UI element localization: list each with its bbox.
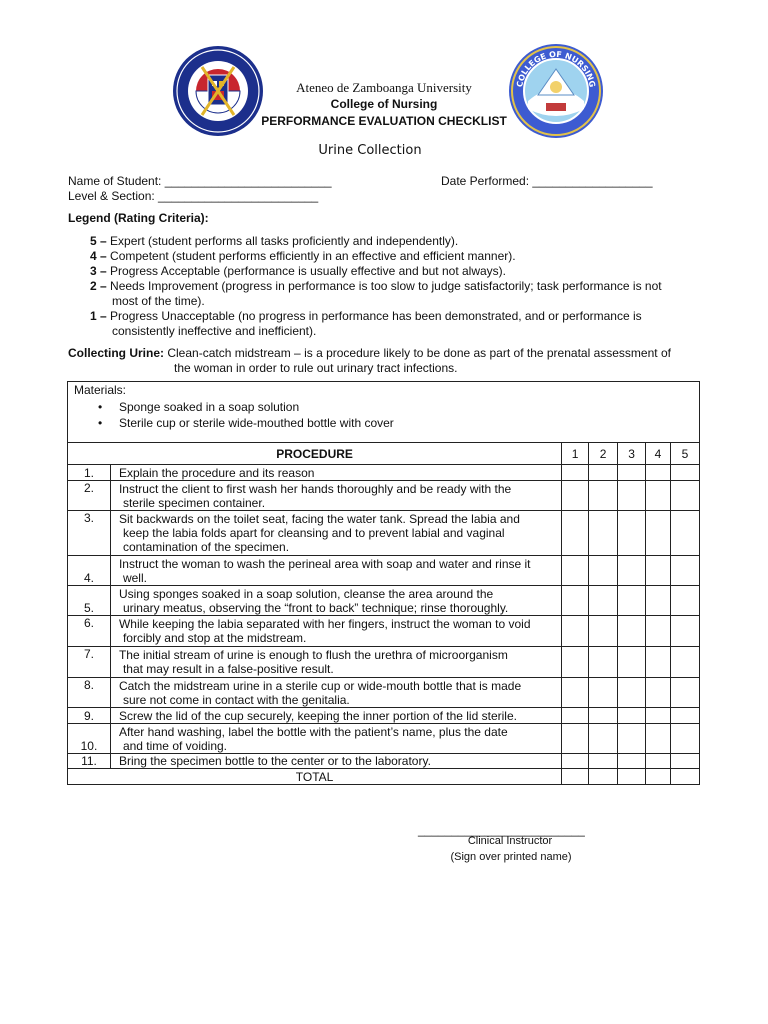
procedure-title: Urine Collection — [318, 143, 422, 158]
date-performed-field[interactable]: Date Performed: __________________ — [441, 174, 653, 188]
material-item: • Sponge soaked in a soap solution — [74, 399, 693, 415]
rating-cell[interactable] — [618, 481, 646, 511]
materials-cell — [68, 382, 700, 443]
rating-header-3: 3 — [618, 443, 646, 465]
rating-cell[interactable] — [670, 481, 699, 511]
rating-cell[interactable] — [562, 678, 589, 708]
seal-text: COLLEGE OF NURSING — [515, 49, 597, 88]
rating-cell[interactable] — [646, 511, 671, 556]
rating-cell[interactable] — [646, 481, 671, 511]
step-number: 4. — [68, 556, 111, 586]
rating-cell[interactable] — [562, 708, 589, 724]
table-row — [68, 465, 700, 481]
rating-cell[interactable] — [618, 708, 646, 724]
rating-cell[interactable] — [589, 481, 618, 511]
rating-cell[interactable] — [618, 616, 646, 647]
rating-cell[interactable] — [589, 616, 618, 647]
college-name: College of Nursing — [330, 97, 438, 111]
rating-cell[interactable] — [589, 647, 618, 678]
rating-header-2: 2 — [589, 443, 618, 465]
rating-cell[interactable] — [646, 678, 671, 708]
rating-cell[interactable] — [589, 511, 618, 556]
total-cell[interactable] — [618, 769, 646, 785]
rating-cell[interactable] — [646, 556, 671, 586]
level-section-field[interactable]: Level & Section: ________________________ — [68, 189, 319, 203]
clinical-instructor-label: Clinical Instructor — [467, 835, 553, 847]
rating-cell[interactable] — [589, 556, 618, 586]
total-cell[interactable] — [670, 769, 699, 785]
legend-item: 3 – Progress Acceptable (performance is usually effective and but not always). — [90, 264, 507, 278]
total-cell[interactable] — [562, 769, 589, 785]
rating-cell[interactable] — [646, 616, 671, 647]
rating-cell[interactable] — [670, 511, 699, 556]
collecting-urine-description: Collecting Urine: Clean-catch midstream – is a procedure likely to be done as part of the prenatal assessment of the woman in order to rule out urinary tract infections. — [68, 346, 671, 375]
rating-header-1: 1 — [562, 443, 589, 465]
rating-header-4: 4 — [646, 443, 671, 465]
rating-cell[interactable] — [670, 616, 699, 647]
checklist-table — [67, 381, 700, 785]
step-number: 11. — [68, 754, 111, 769]
step-number: 6. — [68, 616, 111, 647]
step-text: Instruct the client to first wash her hands thoroughly and be ready with the sterile specimen container. — [110, 481, 561, 511]
materials-list — [74, 399, 693, 431]
table-row — [68, 708, 700, 724]
step-text: While keeping the labia separated with her fingers, instruct the woman to void forcibly and stop at the midstream. — [110, 616, 561, 647]
rating-cell[interactable] — [562, 616, 589, 647]
legend-title: Legend (Rating Criteria): — [68, 211, 209, 225]
legend-item: 4 – Competent (student performs efficiently in an effective and efficient manner). — [90, 249, 516, 263]
rating-cell[interactable] — [562, 481, 589, 511]
rating-cell[interactable] — [589, 708, 618, 724]
rating-cell[interactable] — [562, 724, 589, 754]
total-row — [68, 769, 700, 785]
rating-cell[interactable] — [646, 724, 671, 754]
rating-cell[interactable] — [562, 586, 589, 616]
rating-cell[interactable] — [670, 754, 699, 769]
rating-cell[interactable] — [646, 754, 671, 769]
legend-item: 5 – Expert (student performs all tasks proficiently and independently). — [90, 234, 459, 248]
rating-cell[interactable] — [618, 754, 646, 769]
rating-cell[interactable] — [618, 647, 646, 678]
rating-header-5: 5 — [670, 443, 699, 465]
legend-item: 2 – Needs Improvement (progress in performance is too slow to judge satisfactorily; task performance is not most of the time). — [90, 279, 662, 308]
rating-cell[interactable] — [562, 556, 589, 586]
total-cell[interactable] — [646, 769, 671, 785]
rating-cell[interactable] — [670, 708, 699, 724]
rating-cell[interactable] — [562, 754, 589, 769]
table-row — [68, 481, 700, 511]
rating-cell[interactable] — [618, 511, 646, 556]
rating-cell[interactable] — [670, 647, 699, 678]
step-number: 10. — [68, 724, 111, 754]
rating-cell[interactable] — [618, 678, 646, 708]
step-text: Using sponges soaked in a soap solution, cleanse the area around the urinary meatus, observing the “front to back” technique; rinse thoroughly. — [110, 586, 561, 616]
rating-cell[interactable] — [618, 465, 646, 481]
step-text: After hand washing, label the bottle with the patient’s name, plus the date and time of voiding. — [110, 724, 561, 754]
rating-cell[interactable] — [646, 465, 671, 481]
rating-cell[interactable] — [646, 586, 671, 616]
rating-cell[interactable] — [670, 586, 699, 616]
signature-note: (Sign over printed name) — [450, 851, 572, 863]
table-row — [68, 724, 700, 754]
rating-cell[interactable] — [589, 724, 618, 754]
signature-line[interactable]: _________________________ — [418, 823, 585, 837]
legend-item: 1 – Progress Unacceptable (no progress in performance has been demonstrated, and or performance is consistently ineffective and inefficient). — [90, 309, 642, 338]
step-number: 1. — [68, 465, 111, 481]
rating-cell[interactable] — [670, 556, 699, 586]
table-row — [68, 647, 700, 678]
university-name: Ateneo de Zamboanga University — [296, 80, 472, 95]
table-row — [68, 556, 700, 586]
step-text: Explain the procedure and its reason — [110, 465, 561, 481]
table-row — [68, 586, 700, 616]
rating-cell[interactable] — [589, 678, 618, 708]
rating-cell[interactable] — [670, 724, 699, 754]
rating-cell[interactable] — [589, 754, 618, 769]
rating-cell[interactable] — [562, 647, 589, 678]
step-text: Screw the lid of the cup securely, keeping the inner portion of the lid sterile. — [110, 708, 561, 724]
rating-cell[interactable] — [670, 465, 699, 481]
table-row — [68, 678, 700, 708]
total-cell[interactable] — [589, 769, 618, 785]
table-row — [68, 511, 700, 556]
step-number: 9. — [68, 708, 111, 724]
step-text: Bring the specimen bottle to the center or to the laboratory. — [110, 754, 561, 769]
step-number: 3. — [68, 511, 111, 556]
student-name-field[interactable]: Name of Student: _________________________ — [68, 174, 332, 188]
rating-cell[interactable] — [562, 465, 589, 481]
step-text: The initial stream of urine is enough to flush the urethra of microorganism that may result in a false-positive result. — [110, 647, 561, 678]
checklist-title: PERFORMANCE EVALUATION CHECKLIST — [261, 114, 507, 128]
step-number: 2. — [68, 481, 111, 511]
rating-cell[interactable] — [670, 678, 699, 708]
step-number: 7. — [68, 647, 111, 678]
rating-cell[interactable] — [589, 586, 618, 616]
table-row — [68, 754, 700, 769]
table-row — [68, 616, 700, 647]
rating-cell[interactable] — [562, 511, 589, 556]
rating-cell[interactable] — [646, 647, 671, 678]
table-header-row — [68, 443, 700, 465]
rating-cell[interactable] — [618, 556, 646, 586]
materials-label: Materials: — [74, 383, 127, 397]
step-text: Instruct the woman to wash the perineal area with soap and water and rinse it well. — [110, 556, 561, 586]
total-label: TOTAL — [68, 769, 562, 785]
material-item: • Sterile cup or sterile wide-mouthed bottle with cover — [74, 415, 693, 431]
step-text: Sit backwards on the toilet seat, facing the water tank. Spread the labia and keep the labia folds apart for cleansing and to prevent labial and vaginal contamination of the specimen. — [110, 511, 561, 556]
rating-cell[interactable] — [589, 465, 618, 481]
rating-cell[interactable] — [618, 724, 646, 754]
step-number: 5. — [68, 586, 111, 616]
step-number: 8. — [68, 678, 111, 708]
procedure-header: PROCEDURE — [68, 443, 562, 465]
rating-cell[interactable] — [618, 586, 646, 616]
materials-row — [68, 382, 700, 443]
rating-cell[interactable] — [646, 708, 671, 724]
step-text: Catch the midstream urine in a sterile cup or wide-mouth bottle that is made sure not come in contact with the genitalia. — [110, 678, 561, 708]
